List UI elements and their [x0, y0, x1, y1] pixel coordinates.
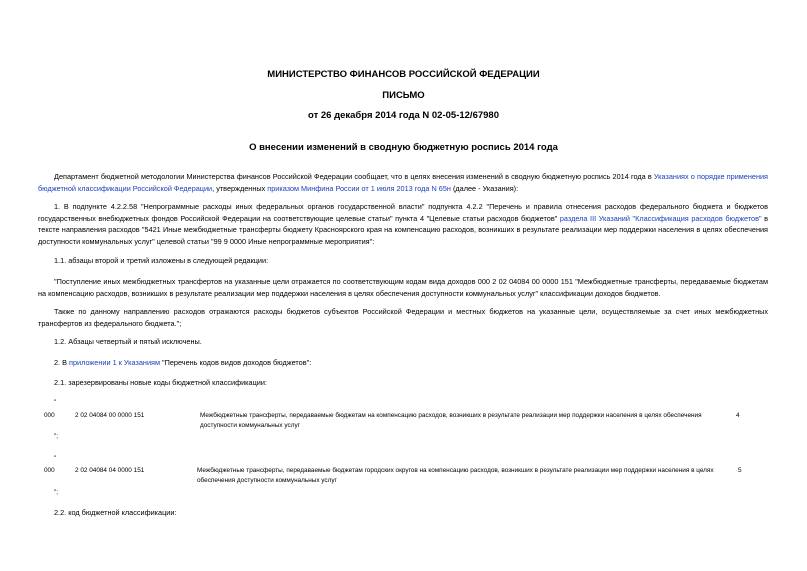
quote-paragraph-1: "Поступление иных межбюджетных трансфертов на указанные цели отражается по соответствующим кодам вида доходов 000 2 02 04084 00 0000 151 "Межбюджетные трансферты, передаваемые бюджетам на компенсацию расходов, возникших в результате реализации мер поддержки населения в целях обеспечения доступности коммунальных услуг" классификации доходов бюджетов. [38, 277, 768, 298]
item-1-text: 1. В подпункте 4.2.2.58 "Непрограммные расходы иных федеральных органов государственной власти" подпункта 4.2.2 "Перечень и правила отнесения расходов федерального бюджета и бюджетов государственных внебюджетных фондов Российской Федерации на соответствующие целевые статьи" пункта 4 "Целевые статьи расходов бюджетов" [38, 202, 768, 223]
intro-text: , утвержденных [212, 183, 268, 193]
intro-paragraph [38, 171, 768, 194]
instructions-link[interactable]: Указаниях о порядке применения бюджетной классификации Российской Федерации [38, 172, 768, 193]
document-type: ПИСЬМО [382, 90, 425, 101]
document-subject: О внесении изменений в сводную бюджетную роспись 2014 года [249, 142, 558, 153]
item-2-text: "Перечень кодов видов доходов бюджетов": [159, 358, 312, 367]
intro-text: Департамент бюджетной методологии Министерства финансов Российской Федерации сообщает, что в целях внесения изменений в сводную бюджетную роспись 2014 года в [54, 172, 654, 181]
item-1-text: в тексте направления расходов "5421 Иные межбюджетные трансферты бюджету Красноярского края на компенсацию расходов, возникших в результате реализации мер поддержки населения в целях обеспечения доступности коммунальных услуг" целевой статьи "99 9 0000 Иные непрограммные мероприятия": [38, 213, 769, 246]
table-2-level: 5 [738, 467, 742, 474]
appendix-1-link[interactable]: приложении 1 к Указаниям [69, 358, 160, 367]
table-1-admin-code: 000 [44, 412, 55, 419]
ministry-title: МИНИСТЕРСТВО ФИНАНСОВ РОССИЙСКОЙ ФЕДЕРАЦИИ [267, 69, 540, 80]
item-2-text: 2. В [54, 358, 70, 367]
quote-paragraph-2: Также по данному направлению расходов отражаются расходы бюджетов субъектов Российской Федерации и местных бюджетов на указанные цели, осуществляемые за счет иных межбюджетных трансфертов из федерального бюджета."; [38, 307, 768, 328]
item-2 [54, 357, 311, 368]
table-1-close: "; [54, 433, 59, 440]
order-link[interactable]: приказом Минфина России от 1 июля 2013 года N 65н [267, 183, 451, 193]
table-2-close: "; [54, 489, 59, 496]
table-2-income-code: 2 02 04084 04 0000 151 [75, 467, 145, 474]
item-1-1: 1.1. абзацы второй и третий изложены в следующей редакции: [54, 256, 269, 265]
section-iii-link[interactable]: раздела III Указаний "Классификация расходов бюджетов" [559, 213, 762, 223]
table-2-description: Межбюджетные трансферты, передаваемые бюджетам городских округов на компенсацию расходов, возникших в результате реализации мер поддержки населения в целях обеспечения доступности коммунальных услуг [197, 467, 714, 484]
item-1-2: 1.2. Абзацы четвертый и пятый исключены. [54, 337, 202, 346]
table-1-level: 4 [736, 412, 740, 419]
item-1-paragraph [38, 201, 768, 247]
table-1-income-code: 2 02 04084 00 0000 151 [75, 412, 145, 419]
intro-text: (далее - Указания): [450, 183, 519, 193]
table-1-description: Межбюджетные трансферты, передаваемые бюджетам на компенсацию расходов, возникших в результате реализации мер поддержки населения в целях обеспечения доступности коммунальных услуг [200, 412, 702, 429]
item-2-1: 2.1. зарезервированы новые коды бюджетной классификации: [54, 378, 267, 387]
table-2-admin-code: 000 [44, 467, 55, 474]
table-1-open-quote: " [54, 399, 57, 406]
item-2-2: 2.2. код бюджетной классификации: [54, 508, 177, 517]
table-2-open-quote: " [54, 455, 57, 462]
document-date-number: от 26 декабря 2014 года N 02-05-12/67980 [308, 110, 499, 121]
